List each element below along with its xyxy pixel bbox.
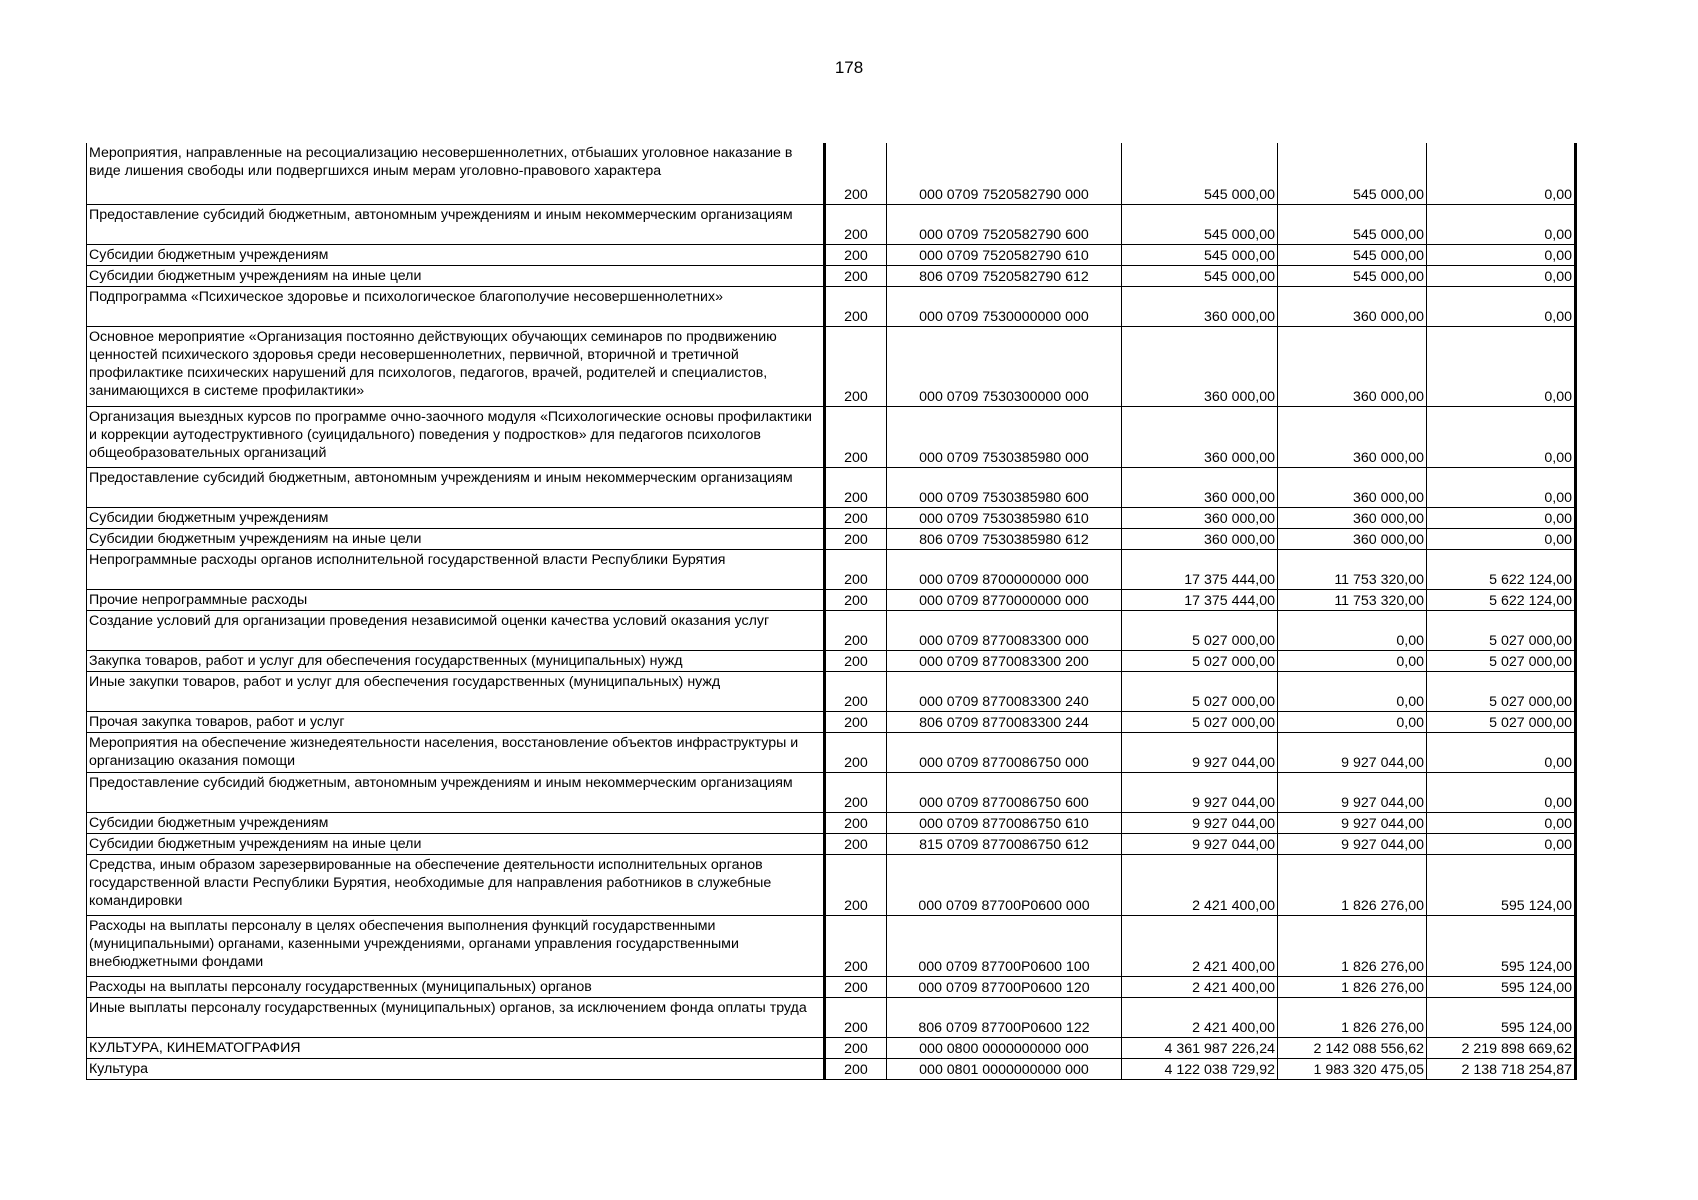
row-name: Иные закупки товаров, работ и услуг для обеспечения государственных (муниципальных) нужд (87, 671, 825, 711)
row-kbk: 000 0709 8770086750 000 (887, 732, 1122, 772)
row-name: Непрограммные расходы органов исполнительной государственной власти Республики Бурятия (87, 549, 825, 589)
row-name: Прочая закупка товаров, работ и услуг (87, 711, 825, 732)
table-row (87, 812, 1576, 833)
row-name: Культура (87, 1058, 825, 1079)
row-amount-executed: 360 000,00 (1278, 286, 1427, 326)
table-row (87, 711, 1576, 732)
row-amount-approved: 2 421 400,00 (1122, 915, 1278, 976)
row-amount-remainder: 0,00 (1427, 528, 1576, 549)
row-code: 200 (825, 1058, 887, 1079)
row-amount-remainder: 0,00 (1427, 204, 1576, 244)
row-name: Прочие непрограммные расходы (87, 589, 825, 610)
table-row (87, 833, 1576, 854)
row-code: 200 (825, 854, 887, 915)
table-row (87, 732, 1576, 772)
row-name: Субсидии бюджетным учреждениям на иные цели (87, 528, 825, 549)
table-row (87, 997, 1576, 1037)
row-amount-executed: 9 927 044,00 (1278, 833, 1427, 854)
row-amount-remainder: 2 219 898 669,62 (1427, 1037, 1576, 1058)
row-code: 200 (825, 286, 887, 326)
row-code: 200 (825, 772, 887, 812)
row-kbk: 000 0709 87700P0600 000 (887, 854, 1122, 915)
row-amount-remainder: 5 622 124,00 (1427, 549, 1576, 589)
row-name: Иные выплаты персоналу государственных (муниципальных) органов, за исключением фонда оплаты труда (87, 997, 825, 1037)
row-amount-approved: 5 027 000,00 (1122, 711, 1278, 732)
row-kbk: 000 0709 7530300000 000 (887, 326, 1122, 406)
row-amount-remainder: 0,00 (1427, 286, 1576, 326)
row-amount-executed: 360 000,00 (1278, 507, 1427, 528)
row-code: 200 (825, 812, 887, 833)
row-amount-executed: 360 000,00 (1278, 406, 1427, 467)
row-name: Предоставление субсидий бюджетным, автономным учреждениям и иным некоммерческим организациям (87, 772, 825, 812)
row-code: 200 (825, 997, 887, 1037)
row-kbk: 000 0709 8770000000 000 (887, 589, 1122, 610)
row-name: Закупка товаров, работ и услуг для обеспечения государственных (муниципальных) нужд (87, 650, 825, 671)
row-amount-remainder: 595 124,00 (1427, 854, 1576, 915)
table-row (87, 1037, 1576, 1058)
row-amount-approved: 360 000,00 (1122, 507, 1278, 528)
table-row (87, 204, 1576, 244)
row-name: Предоставление субсидий бюджетным, автономным учреждениям и иным некоммерческим организациям (87, 204, 825, 244)
table-row (87, 326, 1576, 406)
row-name: Предоставление субсидий бюджетным, автономным учреждениям и иным некоммерческим организациям (87, 467, 825, 507)
row-amount-remainder: 595 124,00 (1427, 997, 1576, 1037)
row-amount-executed: 545 000,00 (1278, 204, 1427, 244)
row-amount-executed: 0,00 (1278, 650, 1427, 671)
row-name: Мероприятия на обеспечение жизнедеятельности населения, восстановление объектов инфраструктуры и организацию оказания помощи (87, 732, 825, 772)
row-name: Создание условий для организации проведения независимой оценки качества условий оказания услуг (87, 610, 825, 650)
row-amount-executed: 1 826 276,00 (1278, 976, 1427, 997)
row-name: Расходы на выплаты персоналу в целях обеспечения выполнения функций государственными (муниципальными) органами, казенными учреждениями, органами управления государственными внебюджетными фондами (87, 915, 825, 976)
table-row (87, 265, 1576, 286)
row-amount-approved: 4 122 038 729,92 (1122, 1058, 1278, 1079)
row-amount-remainder: 0,00 (1427, 326, 1576, 406)
row-amount-executed: 545 000,00 (1278, 143, 1427, 204)
row-code: 200 (825, 507, 887, 528)
row-kbk: 000 0709 7520582790 000 (887, 143, 1122, 204)
row-amount-executed: 0,00 (1278, 671, 1427, 711)
row-amount-executed: 0,00 (1278, 610, 1427, 650)
row-amount-approved: 5 027 000,00 (1122, 610, 1278, 650)
row-amount-remainder: 5 027 000,00 (1427, 650, 1576, 671)
row-kbk: 815 0709 8770086750 612 (887, 833, 1122, 854)
row-amount-approved: 545 000,00 (1122, 265, 1278, 286)
row-amount-remainder: 0,00 (1427, 244, 1576, 265)
budget-table (86, 143, 1577, 1080)
row-amount-approved: 9 927 044,00 (1122, 732, 1278, 772)
table-row (87, 976, 1576, 997)
row-name: КУЛЬТУРА, КИНЕМАТОГРАФИЯ (87, 1037, 825, 1058)
row-amount-approved: 5 027 000,00 (1122, 650, 1278, 671)
row-amount-remainder: 5 027 000,00 (1427, 610, 1576, 650)
row-kbk: 000 0709 7520582790 610 (887, 244, 1122, 265)
table-row (87, 589, 1576, 610)
row-amount-approved: 9 927 044,00 (1122, 833, 1278, 854)
row-kbk: 000 0709 87700P0600 100 (887, 915, 1122, 976)
row-name: Субсидии бюджетным учреждениям (87, 244, 825, 265)
row-code: 200 (825, 610, 887, 650)
row-kbk: 000 0709 7530000000 000 (887, 286, 1122, 326)
row-amount-approved: 17 375 444,00 (1122, 589, 1278, 610)
row-name: Субсидии бюджетным учреждениям на иные цели (87, 265, 825, 286)
row-amount-approved: 9 927 044,00 (1122, 772, 1278, 812)
row-code: 200 (825, 650, 887, 671)
row-code: 200 (825, 406, 887, 467)
row-kbk: 000 0709 7530385980 610 (887, 507, 1122, 528)
row-kbk: 000 0801 0000000000 000 (887, 1058, 1122, 1079)
row-amount-executed: 1 826 276,00 (1278, 997, 1427, 1037)
row-amount-remainder: 0,00 (1427, 467, 1576, 507)
row-name: Мероприятия, направленные на ресоциализацию несовершеннолетних, отбыаших уголовное наказание в виде лишения свободы или подвергшихся иным мерам уголовно-правового характера (87, 143, 825, 204)
row-amount-executed: 1 983 320 475,05 (1278, 1058, 1427, 1079)
row-amount-approved: 545 000,00 (1122, 244, 1278, 265)
row-amount-remainder: 0,00 (1427, 812, 1576, 833)
row-amount-remainder: 0,00 (1427, 833, 1576, 854)
row-code: 200 (825, 1037, 887, 1058)
row-kbk: 806 0709 7530385980 612 (887, 528, 1122, 549)
row-amount-executed: 1 826 276,00 (1278, 854, 1427, 915)
table-row (87, 507, 1576, 528)
row-amount-approved: 17 375 444,00 (1122, 549, 1278, 589)
table-row (87, 1058, 1576, 1079)
row-code: 200 (825, 265, 887, 286)
row-kbk: 000 0709 8770083300 200 (887, 650, 1122, 671)
row-amount-remainder: 5 027 000,00 (1427, 671, 1576, 711)
row-code: 200 (825, 833, 887, 854)
row-kbk: 806 0709 87700P0600 122 (887, 997, 1122, 1037)
row-code: 200 (825, 976, 887, 997)
table-row (87, 650, 1576, 671)
row-code: 200 (825, 326, 887, 406)
row-amount-approved: 4 361 987 226,24 (1122, 1037, 1278, 1058)
row-amount-executed: 360 000,00 (1278, 326, 1427, 406)
table-row (87, 610, 1576, 650)
row-amount-approved: 2 421 400,00 (1122, 854, 1278, 915)
row-name: Организация выездных курсов по программе очно-заочного модуля «Психологические основы профилактики и коррекции аутодеструктивного (суицидального) поведения у подростков» для педагогов психологов общеобразовательных организаций (87, 406, 825, 467)
row-code: 200 (825, 915, 887, 976)
row-amount-remainder: 595 124,00 (1427, 976, 1576, 997)
row-amount-executed: 1 826 276,00 (1278, 915, 1427, 976)
table-row (87, 467, 1576, 507)
row-amount-remainder: 2 138 718 254,87 (1427, 1058, 1576, 1079)
row-amount-executed: 9 927 044,00 (1278, 812, 1427, 833)
row-amount-remainder: 595 124,00 (1427, 915, 1576, 976)
row-kbk: 000 0709 8700000000 000 (887, 549, 1122, 589)
row-name: Субсидии бюджетным учреждениям (87, 507, 825, 528)
row-code: 200 (825, 143, 887, 204)
row-code: 200 (825, 671, 887, 711)
table-row (87, 671, 1576, 711)
row-code: 200 (825, 528, 887, 549)
row-amount-approved: 545 000,00 (1122, 204, 1278, 244)
row-name: Подпрограмма «Психическое здоровье и психологическое благополучие несовершеннолетних» (87, 286, 825, 326)
row-amount-executed: 545 000,00 (1278, 265, 1427, 286)
row-code: 200 (825, 732, 887, 772)
row-kbk: 000 0709 7520582790 600 (887, 204, 1122, 244)
row-kbk: 806 0709 8770083300 244 (887, 711, 1122, 732)
row-code: 200 (825, 589, 887, 610)
row-kbk: 000 0709 8770083300 240 (887, 671, 1122, 711)
row-amount-remainder: 0,00 (1427, 732, 1576, 772)
row-amount-executed: 360 000,00 (1278, 528, 1427, 549)
row-kbk: 000 0709 8770086750 610 (887, 812, 1122, 833)
row-name: Основное мероприятие «Организация постоянно действующих обучающих семинаров по продвижению ценностей психического здоровья среди несовершеннолетних, первичной, вторичной и третичной профилактике психических нарушений для психологов, педагогов, врачей, родителей и специалистов, занимающихся в системе профилактики» (87, 326, 825, 406)
row-amount-approved: 360 000,00 (1122, 406, 1278, 467)
row-code: 200 (825, 549, 887, 589)
row-amount-approved: 545 000,00 (1122, 143, 1278, 204)
row-amount-remainder: 5 622 124,00 (1427, 589, 1576, 610)
row-code: 200 (825, 467, 887, 507)
table-row (87, 244, 1576, 265)
row-kbk: 000 0709 7530385980 600 (887, 467, 1122, 507)
table-row (87, 915, 1576, 976)
row-kbk: 000 0709 7530385980 000 (887, 406, 1122, 467)
row-kbk: 000 0709 8770086750 600 (887, 772, 1122, 812)
row-amount-executed: 11 753 320,00 (1278, 549, 1427, 589)
table-row (87, 286, 1576, 326)
row-code: 200 (825, 244, 887, 265)
row-amount-approved: 9 927 044,00 (1122, 812, 1278, 833)
row-code: 200 (825, 711, 887, 732)
row-amount-approved: 360 000,00 (1122, 528, 1278, 549)
row-amount-executed: 9 927 044,00 (1278, 732, 1427, 772)
row-kbk: 000 0709 8770083300 000 (887, 610, 1122, 650)
row-amount-remainder: 0,00 (1427, 143, 1576, 204)
row-kbk: 000 0800 0000000000 000 (887, 1037, 1122, 1058)
row-name: Субсидии бюджетным учреждениям на иные цели (87, 833, 825, 854)
table-row (87, 406, 1576, 467)
table-row (87, 143, 1576, 204)
row-code: 200 (825, 204, 887, 244)
row-amount-executed: 11 753 320,00 (1278, 589, 1427, 610)
table-body (87, 143, 1576, 1079)
row-amount-executed: 360 000,00 (1278, 467, 1427, 507)
row-amount-remainder: 0,00 (1427, 772, 1576, 812)
row-name: Субсидии бюджетным учреждениям (87, 812, 825, 833)
row-amount-remainder: 0,00 (1427, 265, 1576, 286)
row-amount-remainder: 0,00 (1427, 507, 1576, 528)
row-kbk: 806 0709 7520582790 612 (887, 265, 1122, 286)
row-name: Средства, иным образом зарезервированные на обеспечение деятельности исполнительных органов государственной власти Республики Бурятия, необходимые для направления работников в служебные командировки (87, 854, 825, 915)
row-amount-executed: 9 927 044,00 (1278, 772, 1427, 812)
table-row (87, 549, 1576, 589)
table-row (87, 772, 1576, 812)
row-amount-approved: 360 000,00 (1122, 286, 1278, 326)
row-amount-remainder: 0,00 (1427, 406, 1576, 467)
row-amount-approved: 360 000,00 (1122, 467, 1278, 507)
row-amount-approved: 2 421 400,00 (1122, 997, 1278, 1037)
row-amount-executed: 0,00 (1278, 711, 1427, 732)
page-number: 178 (834, 58, 864, 77)
table-row (87, 854, 1576, 915)
row-amount-remainder: 5 027 000,00 (1427, 711, 1576, 732)
row-amount-approved: 5 027 000,00 (1122, 671, 1278, 711)
row-amount-executed: 2 142 088 556,62 (1278, 1037, 1427, 1058)
row-amount-approved: 360 000,00 (1122, 326, 1278, 406)
row-amount-approved: 2 421 400,00 (1122, 976, 1278, 997)
row-kbk: 000 0709 87700P0600 120 (887, 976, 1122, 997)
row-amount-executed: 545 000,00 (1278, 244, 1427, 265)
table-row (87, 528, 1576, 549)
row-name: Расходы на выплаты персоналу государственных (муниципальных) органов (87, 976, 825, 997)
